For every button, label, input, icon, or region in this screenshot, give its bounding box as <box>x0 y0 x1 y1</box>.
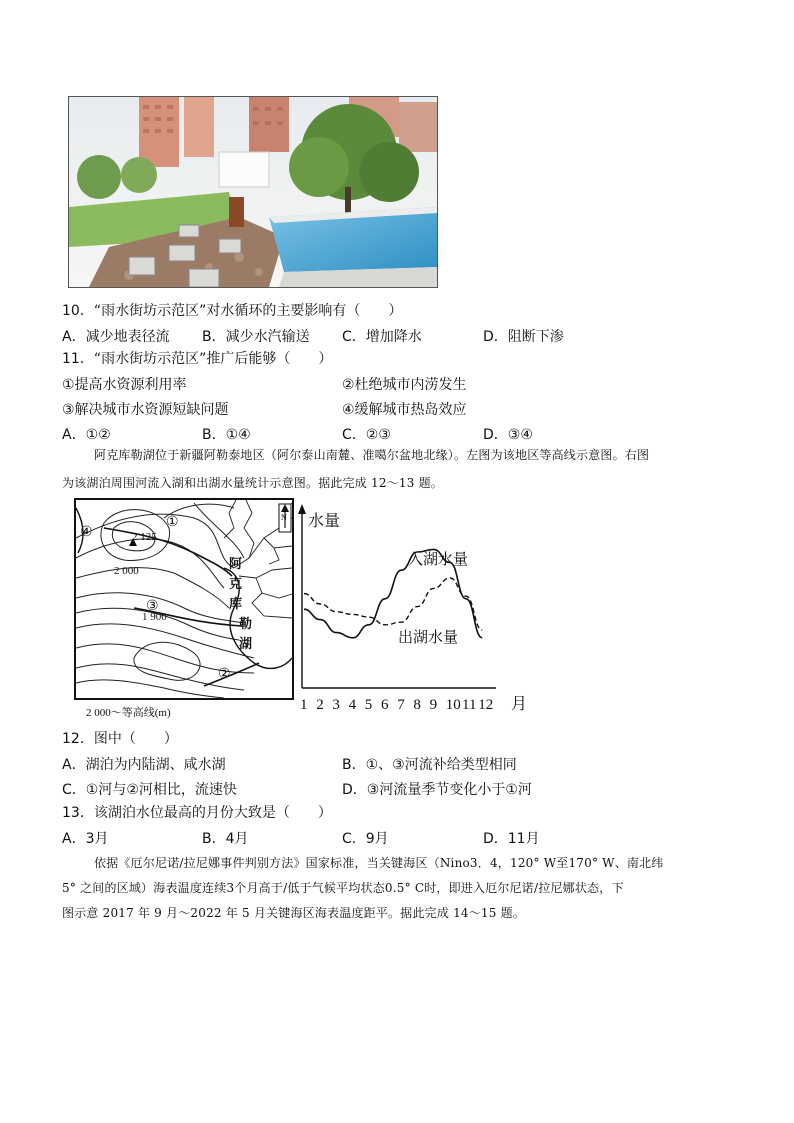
x-tick-label: 4 <box>348 697 357 713</box>
x-tick-label: 12 <box>478 697 494 713</box>
x-tick-label: 3 <box>332 697 340 713</box>
x-tick-label: 8 <box>413 697 421 713</box>
intro2-line2: 5° 之间的区域）海表温度连续3个月高于/低于气候平均状态0.5° C时，即进入厄尔尼诺/拉尼娜状态，下 <box>62 881 624 895</box>
river-2-label: ② <box>218 667 231 682</box>
q11-statement-4: ④缓解城市热岛效应 <box>342 402 467 418</box>
rain-garden-photo <box>68 96 438 288</box>
lake-name-char-3: 库 <box>229 596 243 611</box>
lake-flow-chart <box>296 502 532 714</box>
q13-option-a[interactable]: A．3月 <box>62 831 109 847</box>
lake-name-char-5: 湖 <box>239 636 253 651</box>
q11-option-a[interactable]: A．①② <box>62 427 111 443</box>
q12-option-c[interactable]: C．①河与②河相比，流速快 <box>62 782 237 798</box>
intro2-line1: 依据《厄尔尼诺/拉尼娜事件判别方法》国家标准，当关键海区（Nino3．4，120° W至170° W、南北纬 <box>94 856 664 870</box>
q11-statement-3: ③解决城市水资源短缺问题 <box>62 402 229 418</box>
contour-map <box>74 498 296 722</box>
q13-option-c[interactable]: C．9月 <box>342 831 389 847</box>
q13-stem: 13．该湖泊水位最高的月份大致是（ ） <box>62 805 332 821</box>
x-tick-label: 6 <box>381 697 389 713</box>
q11-option-b[interactable]: B．①④ <box>202 427 251 443</box>
intro1-line1: 阿克库勒湖位于新疆阿勒泰地区（阿尔泰山南麓、准噶尔盆地北缘）。左图为该地区等高线示意图。右图 <box>94 448 650 462</box>
x-tick-label: 5 <box>364 697 373 713</box>
x-tick-label: 10 <box>445 697 461 713</box>
x-tick-label: 11 <box>462 697 477 713</box>
q12-option-d[interactable]: D．③河流量季节变化小于①河 <box>342 782 532 798</box>
x-tick-label: 2 <box>316 697 324 713</box>
q10-option-b[interactable]: B．减少水汽输送 <box>202 329 310 345</box>
series-label-inflow: 入湖水量 <box>408 552 469 568</box>
north-arrow-label: N <box>281 513 287 522</box>
q11-stem: 11．“雨水街坊示范区”推广后能够（ ） <box>62 351 333 367</box>
series-label-outflow: 出湖水量 <box>398 630 459 646</box>
intro1-line2: 为该湖泊周围河流入湖和出湖水量统计示意图。据此完成 12～13 题。 <box>62 476 443 490</box>
y-axis-arrow-icon <box>298 504 306 514</box>
q11-statement-2: ②杜绝城市内涝发生 <box>342 377 467 393</box>
q13-option-b[interactable]: B．4月 <box>202 831 249 847</box>
river-4-label: ④ <box>80 525 93 540</box>
map-legend: 2 000～等高线(m) <box>86 707 171 719</box>
lake-name-char-2: 克 <box>229 576 243 591</box>
lake-name-char-1: 阿 <box>229 556 243 571</box>
x-tick-label: 7 <box>397 697 405 713</box>
q10-option-c[interactable]: C．增加降水 <box>342 329 422 345</box>
q12-option-a[interactable]: A．湖泊为内陆湖、咸水湖 <box>62 757 226 773</box>
contour-2000-label: 2 000 <box>114 565 139 577</box>
river-1-label: ① <box>166 515 179 530</box>
x-axis-label: 月 <box>511 696 528 713</box>
x-tick-label: 1 <box>300 697 308 713</box>
q13-option-d[interactable]: D．11月 <box>483 831 540 847</box>
intro2-line3: 图示意 2017 年 9 月～2022 年 5 月关键海区海表温度距平。据此完成 14～15 题。 <box>62 906 526 920</box>
q12-option-b[interactable]: B．①、③河流补给类型相同 <box>342 757 517 773</box>
contour-1900-label: 1 900 <box>142 611 167 623</box>
river-3-label: ③ <box>146 599 159 614</box>
q11-option-d[interactable]: D．③④ <box>483 427 533 443</box>
q12-stem: 12．图中（ ） <box>62 731 178 747</box>
lake-name-char-4: 勒 <box>239 616 253 631</box>
y-axis-label: 水量 <box>308 513 341 530</box>
q10-option-d[interactable]: D．阻断下渗 <box>483 329 564 345</box>
q10-option-a[interactable]: A．减少地表径流 <box>62 329 170 345</box>
q10-stem: 10．“雨水街坊示范区”对水循环的主要影响有（ ） <box>62 303 403 319</box>
peak-elevation: 2 125 <box>132 531 157 543</box>
q11-statement-1: ①提高水资源利用率 <box>62 377 187 393</box>
q11-option-c[interactable]: C．②③ <box>342 427 391 443</box>
x-tick-label: 9 <box>429 697 438 713</box>
